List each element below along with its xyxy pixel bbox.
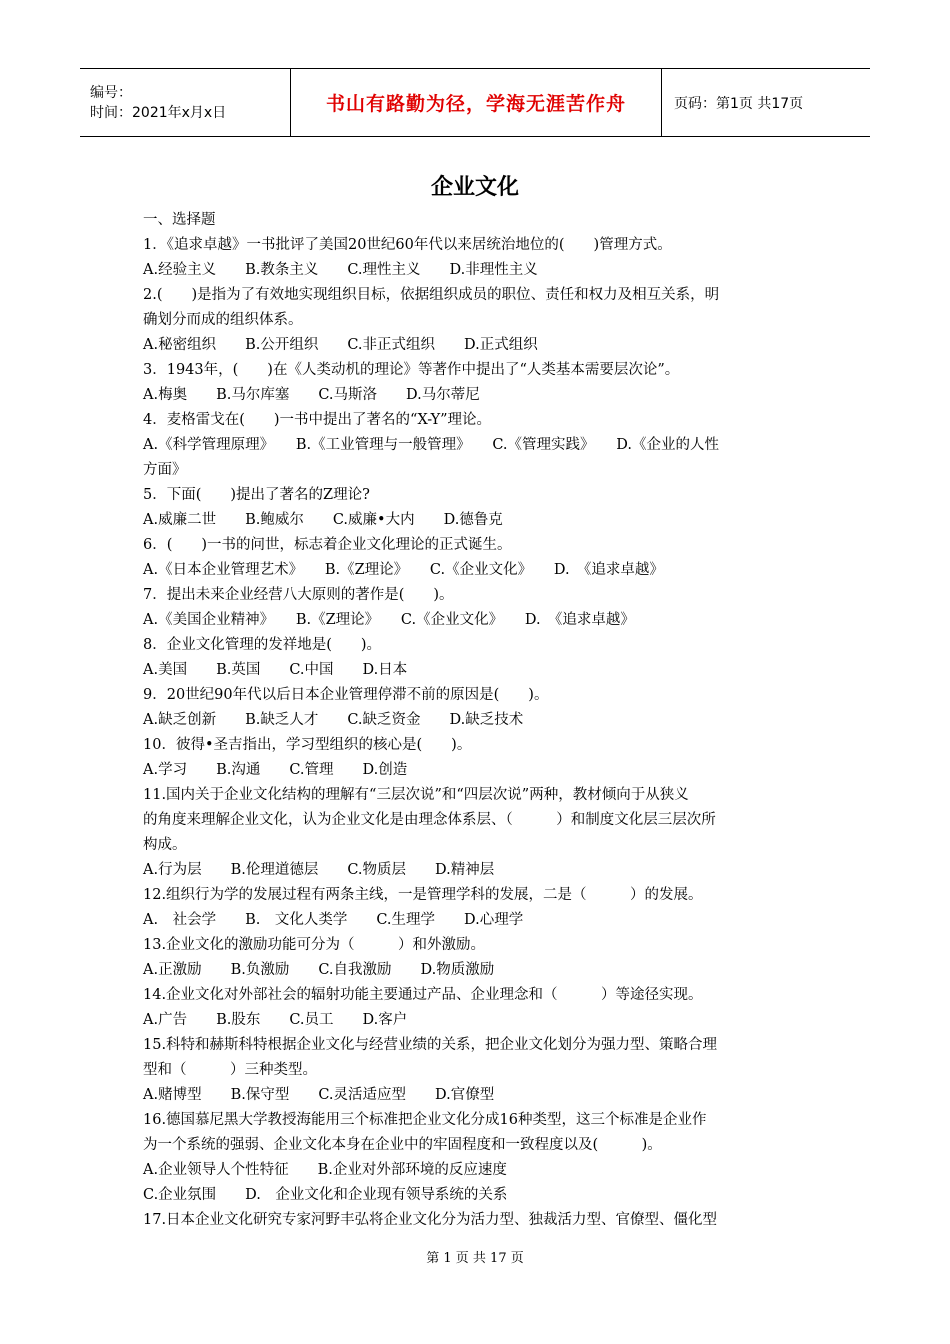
text-line: 2.( )是指为了有效地实现组织目标，依据组织成员的职位、责任和权力及相互关系，明 <box>143 287 720 303</box>
number-label: 编号： <box>90 84 132 101</box>
text-line: A.经验主义 B.教条主义 C.理性主义 D.非理性主义 <box>143 262 538 278</box>
text-line: 型和（ ）三种类型。 <box>143 1062 317 1078</box>
header-right-cell <box>662 69 870 136</box>
text-line: A.学习 B.沟通 C.管理 D.创造 <box>143 762 408 778</box>
text-line: 10．彼得•圣吉指出，学习型组织的核心是( )。 <box>143 737 472 753</box>
page-label: 页码：第1页 共17页 <box>674 95 804 112</box>
text-line: 6．( )一书的问世，标志着企业文化理论的正式诞生。 <box>143 537 512 553</box>
header-left-cell <box>80 69 290 136</box>
motto: 书山有路勤为径，学海无涯苦作舟 <box>325 93 626 115</box>
text-line: A.广告 B.股东 C.员工 D.客户 <box>143 1012 408 1028</box>
text-line: 4．麦格雷戈在( )一书中提出了著名的“X-Y”理论。 <box>143 412 492 428</box>
text-line: A. 社会学 B. 文化人类学 C.生理学 D.心理学 <box>143 912 524 928</box>
text-line: 7．提出未来企业经营八大原则的著作是( )。 <box>143 587 454 603</box>
text-line: 构成。 <box>143 837 187 853</box>
text-line: A.赌博型 B.保守型 C.灵活适应型 D.官僚型 <box>143 1087 495 1103</box>
text-line: 15.科特和赫斯科特根据企业文化与经营业绩的关系，把企业文化划分为强力型、策略合理 <box>143 1037 718 1053</box>
text-line: A.企业领导人个性特征 B.企业对外部环境的反应速度 <box>143 1162 507 1178</box>
text-line: A.威廉二世 B.鲍威尔 C.威廉•大内 D.德鲁克 <box>143 512 503 528</box>
document-body <box>143 208 811 1233</box>
text-line: 9．20世纪90年代以后日本企业管理停滞不前的原因是( )。 <box>143 687 549 703</box>
text-line: A.行为层 B.伦理道德层 C.物质层 D.精神层 <box>143 862 495 878</box>
text-line: A.正激励 B.负激励 C.自我激励 D.物质激励 <box>143 962 495 978</box>
text-line: 3．1943年，( )在《人类动机的理论》等著作中提出了“人类基本需要层次论”。 <box>143 362 680 378</box>
section-heading: 一、选择题 <box>143 212 216 228</box>
text-line: 17.日本企业文化研究专家河野丰弘将企业文化分为活力型、独裁活力型、官僚型、僵化型 <box>143 1212 718 1228</box>
text-line: 方面》 <box>143 462 187 478</box>
text-line: A.《美国企业精神》 B.《Z理论》 C.《企业文化》 D. 《追求卓越》 <box>143 612 635 628</box>
text-line: 12.组织行为学的发展过程有两条主线，一是管理学科的发展，二是（ ）的发展。 <box>143 887 703 903</box>
text-line: 的角度来理解企业文化，认为企业文化是由理念体系层、（ ）和制度文化层三层次所 <box>143 812 716 828</box>
text-line: 8．企业文化管理的发祥地是( )。 <box>143 637 382 653</box>
text-line: C.企业氛围 D. 企业文化和企业现有领导系统的关系 <box>143 1187 508 1203</box>
text-line: 1．《追求卓越》一书批评了美国20世纪60年代以来居统治地位的( )管理方式。 <box>143 237 672 253</box>
text-line: 为一个系统的强弱、企业文化本身在企业中的牢固程度和一致程度以及( )。 <box>143 1137 662 1153</box>
text-line: A.《科学管理原理》 B.《工业管理与一般管理》 C.《管理实践》 D.《企业的人性 <box>143 437 719 453</box>
text-line: 13.企业文化的激励功能可分为（ ）和外激励。 <box>143 937 486 953</box>
text-line: A.梅奥 B.马尔库塞 C.马斯洛 D.马尔蒂尼 <box>143 387 480 403</box>
text-line: 11.国内关于企业文化结构的理解有“三层次说”和“四层次说”两种，教材倾向于从狭义 <box>143 787 689 803</box>
text-line: 5．下面( )提出了著名的Z理论? <box>143 487 370 503</box>
text-line: 16.德国慕尼黑大学教授海能用三个标准把企业文化分成16种类型，这三个标准是企业作 <box>143 1112 707 1128</box>
document-header <box>80 68 870 137</box>
header-motto-cell <box>290 69 662 136</box>
page-footer: 第 1 页 共 17 页 <box>426 1251 524 1266</box>
page-title: 企业文化 <box>430 175 519 200</box>
text-line: A.秘密组织 B.公开组织 C.非正式组织 D.正式组织 <box>143 337 538 353</box>
text-line: A.美国 B.英国 C.中国 D.日本 <box>143 662 408 678</box>
text-line: 确划分而成的组织体系。 <box>143 312 303 328</box>
text-line: 14.企业文化对外部社会的辐射功能主要通过产品、企业理念和（ ）等途径实现。 <box>143 987 703 1003</box>
time-label: 时间：2021年x月x日 <box>90 104 227 121</box>
text-line: A.《日本企业管理艺术》 B.《Z理论》 C.《企业文化》 D. 《追求卓越》 <box>143 562 664 578</box>
text-line: A.缺乏创新 B.缺乏人才 C.缺乏资金 D.缺乏技术 <box>143 712 524 728</box>
